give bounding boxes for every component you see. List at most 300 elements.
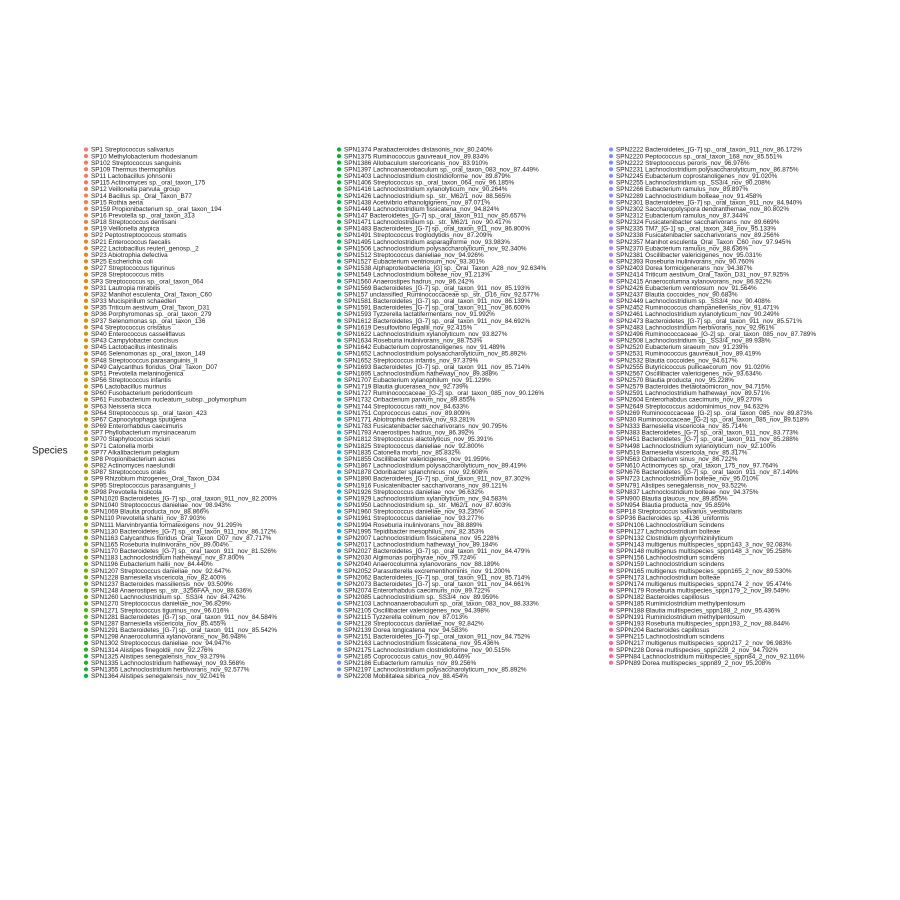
legend-label: SPN2370 Eubacterium ramulus_nov_88.636% (616, 245, 749, 253)
legend-label: SPN1495 Lachnoclostridium asparagiforme_nov_93.983% (344, 238, 510, 246)
legend-label: SPN1581 Bacteroidetes_[G-7] sp._oral_taxon_911_nov_86.139% (344, 298, 531, 306)
legend-label: SP43 Campylobacter concisus (91, 337, 179, 345)
legend-label: SPN900 Blautia glaucus_nov_89.855% (616, 495, 728, 503)
legend-key (337, 338, 341, 342)
legend-label: SP8 Propionibacterium acnes (91, 455, 176, 463)
legend-key (84, 628, 88, 632)
legend-label: SPN1471 Lachnoclostridium sp._str._M62/1_nov_90.417% (344, 219, 511, 227)
legend-key (84, 207, 88, 211)
legend-key (609, 503, 613, 507)
legend-key (337, 569, 341, 573)
legend-label: SPN791 Alistipes senegalensis_nov_93.522% (616, 482, 747, 490)
legend-key (84, 588, 88, 592)
legend-label: SPN1196 Eubacterium hallii_nov_84.440% (91, 561, 213, 569)
legend-key (337, 549, 341, 553)
legend-key (84, 365, 88, 369)
legend-key (84, 555, 88, 559)
legend-label: SPPN179 Roseburia multispecies_sppn179_2_nov_89.549% (616, 587, 790, 595)
legend-label: SPPN127 Lachnoclostridium bolteae (616, 528, 721, 536)
legend-key (337, 358, 341, 362)
legend-key (84, 332, 88, 336)
legend-key (609, 213, 613, 217)
legend-key (337, 621, 341, 625)
legend-key (337, 575, 341, 579)
legend-key (337, 193, 341, 197)
legend-key (609, 476, 613, 480)
legend-label: SP67 Capnocytophaga sputigena (91, 416, 187, 424)
legend-label: SPN2052 Parasutterella excrementihominis_nov_91.200% (344, 567, 511, 575)
legend-label: SP40 Enterococcus casseliflavus (91, 330, 186, 338)
legend-key (609, 259, 613, 263)
legend-key (609, 391, 613, 395)
legend-label: SPN2381 Oscillibacter valericigenes_nov_95.031% (616, 251, 762, 259)
legend-key (609, 522, 613, 526)
legend-key (84, 147, 88, 151)
legend-label: SPPN191 Ruminiclostridium methylpentosum (616, 613, 745, 621)
legend-key (337, 371, 341, 375)
legend-key (84, 378, 88, 382)
legend-label: SPN723 Lachnoclostridium bolteae_nov_95.010% (616, 475, 759, 483)
legend-label: SPN2027 Bacteroidetes_[G-7] sp._oral_taxon_911_nov_84.479% (344, 548, 531, 556)
legend-key (84, 496, 88, 500)
legend-label: SPN1960 Streptococcus danieliae_nov_93.235% (344, 508, 484, 516)
legend-key (337, 496, 341, 500)
legend-key (609, 318, 613, 322)
legend-key (84, 292, 88, 296)
legend-label: SPN1355 Lachnoclostridium herbivorans_nov_92.577% (91, 666, 250, 674)
legend-label: SPPN159 Lachnoclostridium scindens (616, 561, 725, 569)
legend-label: SPN1397 Lachnoanaerobaculum sp._oral_taxon_083_nov_87.449% (344, 166, 539, 174)
legend-label: SPN2449 Lachnoclostridium sp._SS3/4_nov_90.408% (616, 298, 771, 306)
legend-key (609, 424, 613, 428)
legend-label: SPPN228 Dorea multispecies_sppn228_2_nov_94.792% (616, 646, 779, 654)
legend-label: SPN1642 Eubacterium coprostanoligenes_nov_91.489% (344, 344, 506, 352)
legend-label: SPPN193 Roseburia multispecies_sppn193_2_nov_88.844% (616, 620, 790, 628)
legend-label: SPN2414 Triticum aestivum_Oral_Taxon_D31_nov_97.925% (616, 271, 789, 279)
legend-label: SP69 Enterorhabdus caecimuris (91, 423, 183, 431)
legend-key (337, 430, 341, 434)
legend-label: SPN2461 Lachnoclostridium xylanolyticum_nov_90.249% (616, 311, 780, 319)
legend-label: SPPN173 Lachnoclostridium bolteae (616, 574, 721, 582)
legend-label: SPN1867 Lachnoclostridium polysaccharolyticum_nov_89.419% (344, 462, 527, 470)
legend-key (337, 187, 341, 191)
legend-key (84, 180, 88, 184)
legend-key (337, 397, 341, 401)
legend-label: SP22 Lactobacillus reuteri_genosp._2 (91, 245, 199, 253)
legend-key (84, 417, 88, 421)
legend-key (337, 200, 341, 204)
legend-label: SPN2335 TM7_[G-1] sp._oral_taxon_348_nov_95.133% (616, 225, 777, 233)
legend-key (609, 463, 613, 467)
legend-label: SPN2338 Fusicatenibacter saccharivorans_nov_89.256% (616, 232, 780, 240)
legend-label: SPPN215 Lachnoclostridium scindens (616, 633, 725, 641)
legend-key (84, 463, 88, 467)
legend-key (337, 233, 341, 237)
legend-label: SPN2604 Enterorhabdus caecimuris_nov_89.270% (616, 396, 763, 404)
legend-key (84, 253, 88, 257)
legend-label: SPN1491 Streptococcus troglodytidis_nov_87.209% (344, 232, 493, 240)
legend-key (337, 220, 341, 224)
legend-label: SPN1783 Fusicatenibacter saccharivorans_nov_90.795% (344, 423, 508, 431)
legend-key (609, 279, 613, 283)
legend-key (609, 490, 613, 494)
legend-key (337, 509, 341, 513)
legend-label: SPN519 Barnesiella viscericola_nov_85.317% (616, 449, 748, 457)
legend-label: SPN333 Barnesiella viscericola_nov_85.714% (616, 423, 748, 431)
legend-key (337, 345, 341, 349)
legend-key (337, 476, 341, 480)
legend-key (337, 424, 341, 428)
legend-label: SP87 Streptococcus oralis (91, 469, 166, 477)
legend-label: SPN1287 Barnesiella viscericola_nov_85.455% (91, 620, 226, 628)
legend-key (84, 536, 88, 540)
legend-key (337, 483, 341, 487)
legend-label: SPN1591 Bacteroidetes_[G-7] sp._oral_taxon_911_nov_86.600% (344, 304, 531, 312)
legend-key (609, 661, 613, 665)
legend-label: SP77 Alkalibacterium pelagium (91, 449, 180, 457)
legend-label: SPN1506 Lachnoclostridium polysaccharolyticum_nov_92.340% (344, 245, 527, 253)
legend-label: SPN2324 Fusicatenibacter saccharivorans_nov_89.669% (616, 219, 780, 227)
legend-key (84, 476, 88, 480)
legend-key (609, 345, 613, 349)
legend-key (609, 562, 613, 566)
legend-label: SPN1228 Barnesiella viscericola_nov_82.400% (91, 574, 226, 582)
legend-key (84, 437, 88, 441)
legend-key (84, 621, 88, 625)
legend-key (337, 154, 341, 158)
legend-key (609, 569, 613, 573)
legend-key (337, 305, 341, 309)
legend-label: SPPN148 multigenus multispecies_sppn148_3_nov_95.258% (616, 548, 792, 556)
legend-label: SPN1406 Streptococcus sp._oral_taxon_064_nov_96.185% (344, 179, 515, 187)
legend-key (609, 226, 613, 230)
legend-key (337, 411, 341, 415)
legend-key (337, 601, 341, 605)
legend-key (609, 575, 613, 579)
legend-label: SPN1926 Streptococcus danieliae_nov_96.632% (344, 488, 484, 496)
legend-label: SPN2532 Blautia coccoides_nov_94.617% (616, 357, 738, 365)
legend-label: SPN2508 Lachnoclostridium sp._SS3/4_nov_89.938% (616, 337, 771, 345)
legend-key (84, 384, 88, 388)
legend-key (84, 286, 88, 290)
legend-key (84, 549, 88, 553)
legend-label: SPPN217 multigenus multispecies_sppn217_2_nov_96.983% (616, 640, 792, 648)
legend-label: SPN110 Prevotella shahii_nov_87.903% (91, 515, 206, 523)
legend-label: SPPN188 Blautia multispecies_sppn188_2_nov_95.436% (616, 607, 781, 615)
legend-key (609, 207, 613, 211)
legend-key (337, 272, 341, 276)
legend-key (609, 529, 613, 533)
legend-key (84, 542, 88, 546)
legend-label: SP31 Lautropia mirabilis (91, 284, 161, 292)
legend-label: SPN1695 Lachnoclostridium hathewayi_nov_89.388% (344, 370, 498, 378)
legend-label: SPN1403 Lachnoclostridium clostridioforme_nov_89.879% (344, 173, 511, 181)
legend-label: SPPN182 Bacteroides capillosus (616, 594, 710, 602)
legend-label: SPN1744 Streptococcus ratti_nov_84.633% (344, 403, 469, 411)
legend-key (84, 509, 88, 513)
legend-label: SP46 Selenomonas sp._oral_taxon_149 (91, 350, 206, 358)
legend-key (337, 253, 341, 257)
legend-label: SP61 Fusobacterium nucleatum_subsp._polymorphum (91, 396, 247, 404)
legend-key (609, 338, 613, 342)
legend-key (84, 358, 88, 362)
legend-key (84, 424, 88, 428)
legend-label: SPPN156 Lachnoclostridium scindens (616, 554, 725, 562)
legend-label: SPN1538 Alphaproteobacteria_[G] sp._Oral_Taxon_A28_nov_92.634% (344, 265, 547, 273)
legend-label: SPN1707 Eubacterium xylanophilum_nov_91.129% (344, 377, 491, 384)
legend-label: SP21 Enterococcus faecalis (91, 238, 171, 246)
legend-key (84, 674, 88, 678)
legend-key (609, 299, 613, 303)
legend-key (84, 529, 88, 533)
legend-key (609, 384, 613, 388)
legend-label: SPN1163 Calycanthus floridus_Oral_Taxon_D07_nov_87.717% (91, 534, 272, 542)
legend-key (337, 167, 341, 171)
legend-key (84, 601, 88, 605)
legend-label: SPN2579 Bacteroides thetaiotaomicron_nov_94.715% (616, 383, 771, 391)
legend-label: SPN1512 Streptococcus danieliae_nov_94.926% (344, 251, 484, 259)
legend-key (84, 299, 88, 303)
legend-key (84, 634, 88, 638)
legend-key (84, 200, 88, 204)
legend-label: SP60 Fusobacterium periodonticum (91, 390, 193, 398)
legend-label: SP10 Methylobacterium rhodesianum (91, 153, 198, 161)
legend-label: SPN1549 Lachnoclostridium bolteae_nov_91.213% (344, 271, 491, 279)
legend-label: SPN1375 Ruminococcus gauvreauii_nov_89.834% (344, 153, 489, 161)
legend-label: SPN1386 Allobaculum stercoricanis_nov_83.910% (344, 159, 488, 167)
legend-key (84, 213, 88, 217)
legend-label: SPN1416 Lachnoclostridium xylanolyticum_nov_90.264% (344, 186, 508, 194)
legend-label: SP2 Peptostreptococcus stomatis (91, 232, 187, 240)
legend-key (84, 516, 88, 520)
legend-key (609, 187, 613, 191)
legend-label: SPN1438 Acetivibrio ethanolgignens_nov_87.071% (344, 199, 491, 207)
legend-key (337, 226, 341, 230)
legend-label: SP14 Bacillus sp._Oral_Taxon_B77 (91, 192, 192, 200)
legend-label: SPN2222 Bacteroidetes_[G-7] sp._oral_taxon_911_nov_86.172% (616, 146, 803, 154)
legend-key (84, 569, 88, 573)
legend-label: SP82 Actinomyces naeslundii (91, 462, 175, 470)
legend-key (609, 312, 613, 316)
legend-label: SPN1069 Blautia producta_nov_88.866% (91, 508, 209, 516)
legend-key (337, 332, 341, 336)
legend-key (337, 404, 341, 408)
legend-key (609, 167, 613, 171)
legend-label: SP63 Neisseria sicca (91, 403, 152, 411)
legend-key (609, 332, 613, 336)
legend-key (84, 318, 88, 322)
legend-key (84, 661, 88, 665)
legend-label: SPN2040 Anaerocolumna xylanovorans_nov_88.189% (344, 561, 500, 569)
legend-key (609, 325, 613, 329)
legend-label: SPPN165 multigenus multispecies_sppn165_2_nov_89.530% (616, 567, 792, 575)
legend-label: SPN1812 Streptococcus alactolyticus_nov_95.391% (344, 436, 493, 444)
legend-label: SPN1652 Lachnoclostridium polysaccharolyticum_nov_85.892% (344, 350, 527, 358)
legend-key (84, 457, 88, 461)
legend-label: SPN269 Ruminococcaceae_[G-2] sp._oral_taxon_085_nov_89.873% (616, 409, 813, 417)
legend-label: SPN1374 Parabacteroides distasonis_nov_80.240% (344, 146, 493, 154)
legend-label: SPN2496 Ruminococcaceae_[G-2] sp._oral_taxon_085_nov_87.789% (616, 330, 817, 338)
legend-key (337, 608, 341, 612)
legend-key (609, 470, 613, 474)
legend-label: SPN2483 Lachnoclostridium herbivorans_nov_92.961% (616, 324, 775, 332)
legend-label: SPN1612 Bacteroidetes_[G-7] sp._oral_taxon_911_nov_84.692% (344, 317, 531, 325)
legend-key (337, 207, 341, 211)
legend-label: SPN2452 Ruminococcus champanellensis_nov_91.471% (616, 304, 780, 312)
legend-key (337, 365, 341, 369)
legend-label: SP109 Thermus thermophilus (91, 166, 176, 174)
legend-label: SPN2175 Lachnoclostridium clostridioforme_nov_90.515% (344, 646, 511, 654)
legend-label: SPN1622 Lachnoclostridium xylanolyticum_nov_93.827% (344, 330, 508, 338)
legend-key (84, 325, 88, 329)
legend-label: SPN1260 Lachnoclostridium sp._SS3/4_nov_84.742% (91, 594, 246, 602)
legend-label: SPN1751 Coprococcus catus_nov_89.809% (344, 409, 471, 417)
legend-key (84, 411, 88, 415)
legend-key (609, 430, 613, 434)
legend-label: SPN2105 Oscillibacter valericigenes_nov_94.398% (344, 607, 490, 615)
legend-key (337, 562, 341, 566)
legend-label: SP23 Abiotrophia defectiva (91, 251, 168, 259)
legend-label: SPN2415 Anaerocolumna xylanovorans_nov_86.922% (616, 278, 772, 286)
legend-label: SP9 Rhizobium rhizogenes_Oral_Taxon_D34 (91, 475, 220, 483)
legend-key (84, 226, 88, 230)
legend-key (609, 549, 613, 553)
legend-label: SPN2231 Lachnoclostridium polysaccharolyticum_nov_86.875% (616, 166, 799, 174)
legend-label: SPN837 Lachnoclostridium bolteae_nov_94.375% (616, 488, 759, 496)
legend-label: SP1 Streptococcus salivarius (91, 146, 174, 154)
legend-key (337, 522, 341, 526)
legend-key (609, 555, 613, 559)
legend-label: SP3 Streptococcus sp._oral_taxon_064 (91, 278, 204, 286)
legend-label: SPN2531 Ruminococcus gauvreauii_nov_89.419% (616, 350, 761, 358)
legend-label: SPN1298 Anaerocolumna xylanovorans_nov_86.948% (91, 633, 247, 641)
legend-key (84, 161, 88, 165)
legend-label: SP4 Streptococcus cristatus (91, 324, 171, 332)
legend-title: Species (32, 445, 68, 457)
legend-key (337, 325, 341, 329)
legend-label: SP159 Propionibacterium sp._oral_taxon_194 (91, 205, 222, 213)
legend-key (84, 338, 88, 342)
legend-key (337, 582, 341, 586)
legend-key (337, 180, 341, 184)
legend-label: SPN2255 Lachnoclostridium sp._SS3/4_nov_90.208% (616, 179, 771, 187)
legend-label: SPN1793 Anaerostipes hadrus_nov_86.392% (344, 429, 475, 437)
legend-label: SPN2017 Lachnoclostridium hathewayi_nov_89.184% (344, 541, 498, 549)
legend-key (609, 444, 613, 448)
legend-key (609, 457, 613, 461)
legend-key (84, 187, 88, 191)
legend-key (84, 220, 88, 224)
legend-label: SPN2220 Peptococcus sp._oral_taxon_168_nov_85.551% (616, 153, 783, 161)
legend-key (609, 253, 613, 257)
legend-label: SPN383 Bacteroidetes_[G-7] sp._oral_taxon_911_nov_83.773% (616, 429, 799, 437)
legend-label: SP32 Manihot esculenta_Oral_Taxon_C60 (91, 291, 212, 299)
legend-label: SPN1995 Tepidibacter mesophilus_nov_82.353% (344, 528, 485, 536)
legend-key (337, 318, 341, 322)
legend-label: SPN1878 Odoribacter splanchnicus_nov_92.608% (344, 469, 488, 477)
legend-key (84, 595, 88, 599)
legend-label: SPN1890 Bacteroidetes_[G-7] sp._oral_taxon_911_nov_87.302% (344, 475, 531, 483)
legend-label: SPN1483 Bacteroidetes_[G-7] sp._oral_taxon_911_nov_86.800% (344, 225, 531, 233)
legend-label: SPN2266 Eubacterium ramulus_nov_89.897% (616, 186, 749, 194)
legend-key (84, 615, 88, 619)
legend-label: SPN1994 Roseburia inulinivorans_nov_88.889% (344, 521, 483, 529)
legend-key (337, 299, 341, 303)
legend-label: SPN1569 Bacteroidetes_[G-7] sp._oral_taxon_911_nov_85.193% (344, 284, 531, 292)
legend-label: SPN2151 Bacteroidetes_[G-7] sp._oral_taxon_911_nov_84.752% (344, 633, 531, 641)
legend-label: SP37 Selenomonas sp._oral_taxon_136 (91, 317, 206, 325)
legend-label: SPN2085 Lachnoclostridium sp._SS3/4_nov_89.959% (344, 594, 499, 602)
legend-label: SP11 Lactobacillus johnsonii (91, 173, 172, 181)
legend-label: SPN676 Bacteroidetes_[G-7] sp._oral_taxon_911_nov_87.149% (616, 469, 799, 477)
legend-key (609, 286, 613, 290)
legend-label: SPN2649 Streptococcus acidominimus_nov_94.632% (616, 403, 770, 411)
legend-label: SPN1719 Blautia glucerasea_nov_92.739% (344, 383, 469, 391)
legend-label: SPN1248 Anaerostipes sp._str._3256FAA_nov_88.636% (91, 587, 252, 595)
legend-label: SPN2007 Lachnoclostridium fissicatena_nov_95.228% (344, 534, 500, 542)
legend-label: SPN1771 Abiotrophia defectiva_nov_93.281% (344, 416, 476, 424)
legend-label: SPN2393 Roseburia inulinivorans_nov_90.760% (616, 258, 755, 266)
legend-label: SPN2073 Bacteroidetes_[G-7] sp._oral_taxon_911_nov_84.661% (344, 580, 531, 588)
legend-label: SP6 Lactobacillus murinus (91, 383, 167, 391)
legend-label: SPN2312 Eubacterium ramulus_nov_87.344% (616, 212, 749, 220)
legend-label: SPN1727 Ruminococcaceae_[G-2] sp._oral_taxon_085_nov_90.126% (344, 390, 545, 398)
legend-key (609, 397, 613, 401)
legend-key (84, 272, 88, 276)
legend-key (84, 240, 88, 244)
legend-key (337, 174, 341, 178)
legend-label: SPN2567 Oscillibacter valericigenes_nov_93.634% (616, 370, 762, 378)
legend-label: SPPN84 Lachnoclostridium multispecies_sppn84_2_nov_92.116% (616, 653, 805, 661)
legend-key (337, 240, 341, 244)
legend-key (84, 167, 88, 171)
legend-label: SPN147 Bacteroidetes_[G-7] sp._oral_taxon_911_nov_85.657% (344, 212, 527, 220)
legend-label: SPN1314 Alistipes finegoldii_nov_92.276% (91, 646, 214, 654)
legend-key (84, 654, 88, 658)
legend-label: SPN2030 Algimonas porphyrae_nov_79.724% (344, 554, 476, 562)
legend-label: SPN2185 Coprococcus catus_nov_90.446% (344, 653, 471, 661)
legend-label: SPN1527 Eubacterium ventriosum_nov_93.301% (344, 258, 485, 266)
legend-key (337, 503, 341, 507)
legend-key (609, 240, 613, 244)
legend-label: SPN2128 Streptococcus danieliae_nov_92.842% (344, 620, 484, 628)
legend-label: SPN1270 Streptococcus danieliae_nov_96.829% (91, 600, 231, 608)
legend-label: SPN1634 Roseburia inulinivorans_nov_88.753% (344, 337, 483, 345)
legend-label: SPN2289 Lachnoclostridium bolteae_nov_91.458% (616, 192, 763, 200)
legend-key (337, 555, 341, 559)
legend-key (84, 266, 88, 270)
legend-key (609, 180, 613, 184)
legend-label: SPN498 Lachnoclostridium xylanolyticum_nov_92.100% (616, 442, 776, 450)
legend-key (337, 667, 341, 671)
legend-label: SPN610 Actinomyces sp._oral_taxon_175_nov_97.764% (616, 462, 779, 470)
legend-label: SPPN106 Lachnoclostridium scindens (616, 521, 725, 529)
legend-key (609, 365, 613, 369)
legend-key (84, 641, 88, 645)
legend-key (609, 292, 613, 296)
legend-key (84, 483, 88, 487)
legend-key (84, 397, 88, 401)
legend-key (84, 562, 88, 566)
legend-label: SP12 Veillonella parvula_group (91, 186, 180, 194)
legend-key (609, 595, 613, 599)
legend-key (337, 463, 341, 467)
legend-key (609, 154, 613, 158)
legend-key (609, 233, 613, 237)
legend-label: SPP36 Bacteroides sp._4136_uniformis (616, 515, 729, 523)
legend-key (337, 536, 341, 540)
legend-key (337, 259, 341, 263)
